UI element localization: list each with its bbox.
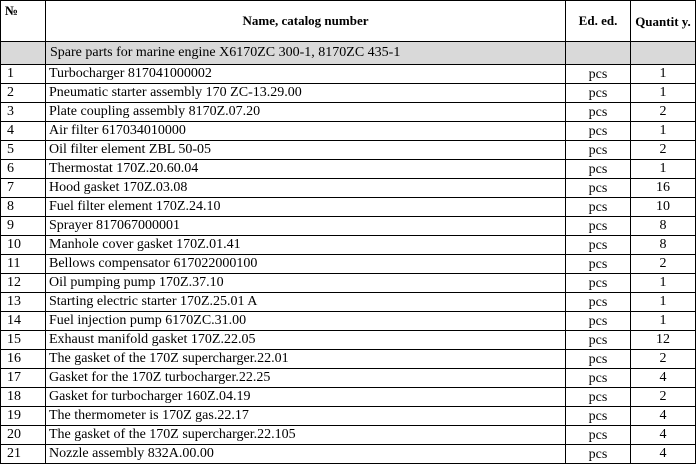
part-name: Oil pumping pump 170Z.37.10 bbox=[46, 274, 566, 293]
quantity: 4 bbox=[631, 445, 696, 464]
section-title: Spare parts for marine engine X6170ZC 300-1, 8170ZC 435-1 bbox=[46, 42, 566, 65]
row-number: 2 bbox=[1, 84, 46, 103]
part-name: Thermostat 170Z.20.60.04 bbox=[46, 160, 566, 179]
part-name: Sprayer 817067000001 bbox=[46, 217, 566, 236]
unit: pcs bbox=[566, 350, 631, 369]
part-name: The gasket of the 170Z supercharger.22.01 bbox=[46, 350, 566, 369]
part-name: Exhaust manifold gasket 170Z.22.05 bbox=[46, 331, 566, 350]
part-name: Starting electric starter 170Z.25.01 A bbox=[46, 293, 566, 312]
row-number: 7 bbox=[1, 179, 46, 198]
row-number: 17 bbox=[1, 369, 46, 388]
unit: pcs bbox=[566, 217, 631, 236]
quantity: 1 bbox=[631, 122, 696, 141]
table-row bbox=[1, 160, 696, 179]
part-name: Manhole cover gasket 170Z.01.41 bbox=[46, 236, 566, 255]
section-number-cell bbox=[1, 42, 46, 65]
table-row bbox=[1, 84, 696, 103]
row-number: 5 bbox=[1, 141, 46, 160]
quantity: 10 bbox=[631, 198, 696, 217]
quantity: 1 bbox=[631, 293, 696, 312]
table-row bbox=[1, 331, 696, 350]
row-number: 9 bbox=[1, 217, 46, 236]
unit: pcs bbox=[566, 274, 631, 293]
table-row bbox=[1, 141, 696, 160]
quantity: 16 bbox=[631, 179, 696, 198]
unit: pcs bbox=[566, 426, 631, 445]
quantity: 8 bbox=[631, 217, 696, 236]
part-name: Turbocharger 817041000002 bbox=[46, 65, 566, 84]
quantity: 1 bbox=[631, 274, 696, 293]
row-number: 18 bbox=[1, 388, 46, 407]
part-name: Oil filter element ZBL 50-05 bbox=[46, 141, 566, 160]
table-row bbox=[1, 445, 696, 464]
unit: pcs bbox=[566, 160, 631, 179]
part-name: Fuel filter element 170Z.24.10 bbox=[46, 198, 566, 217]
row-number: 15 bbox=[1, 331, 46, 350]
row-number: 21 bbox=[1, 445, 46, 464]
quantity: 2 bbox=[631, 255, 696, 274]
part-name: Hood gasket 170Z.03.08 bbox=[46, 179, 566, 198]
quantity: 1 bbox=[631, 160, 696, 179]
table-row bbox=[1, 426, 696, 445]
quantity: 8 bbox=[631, 236, 696, 255]
unit: pcs bbox=[566, 255, 631, 274]
row-number: 10 bbox=[1, 236, 46, 255]
table-row bbox=[1, 103, 696, 122]
part-name: Nozzle assembly 832A.00.00 bbox=[46, 445, 566, 464]
quantity: 1 bbox=[631, 65, 696, 84]
row-number: 1 bbox=[1, 65, 46, 84]
unit: pcs bbox=[566, 103, 631, 122]
unit: pcs bbox=[566, 388, 631, 407]
row-number: 8 bbox=[1, 198, 46, 217]
part-name: Plate coupling assembly 8170Z.07.20 bbox=[46, 103, 566, 122]
section-qty-cell bbox=[631, 42, 696, 65]
section-row bbox=[1, 42, 696, 65]
header-name: Name, catalog number bbox=[46, 1, 566, 42]
part-name: Air filter 617034010000 bbox=[46, 122, 566, 141]
unit: pcs bbox=[566, 312, 631, 331]
part-name: Gasket for turbocharger 160Z.04.19 bbox=[46, 388, 566, 407]
unit: pcs bbox=[566, 369, 631, 388]
row-number: 3 bbox=[1, 103, 46, 122]
header-quantity: Quantit y. bbox=[631, 1, 696, 42]
row-number: 12 bbox=[1, 274, 46, 293]
table-row bbox=[1, 312, 696, 331]
part-name: The thermometer is 170Z gas.22.17 bbox=[46, 407, 566, 426]
row-number: 14 bbox=[1, 312, 46, 331]
unit: pcs bbox=[566, 179, 631, 198]
table-row bbox=[1, 179, 696, 198]
table-row bbox=[1, 369, 696, 388]
header-unit: Ed. ed. bbox=[566, 1, 631, 42]
table-row bbox=[1, 388, 696, 407]
table-row bbox=[1, 350, 696, 369]
table-row bbox=[1, 198, 696, 217]
table-row bbox=[1, 274, 696, 293]
quantity: 4 bbox=[631, 407, 696, 426]
quantity: 2 bbox=[631, 141, 696, 160]
quantity: 2 bbox=[631, 388, 696, 407]
table-row bbox=[1, 255, 696, 274]
part-name: Bellows compensator 617022000100 bbox=[46, 255, 566, 274]
part-name: Gasket for the 170Z turbocharger.22.25 bbox=[46, 369, 566, 388]
table-header-row bbox=[1, 1, 696, 42]
section-unit-cell bbox=[566, 42, 631, 65]
row-number: 13 bbox=[1, 293, 46, 312]
quantity: 4 bbox=[631, 426, 696, 445]
table-row bbox=[1, 217, 696, 236]
unit: pcs bbox=[566, 198, 631, 217]
quantity: 1 bbox=[631, 312, 696, 331]
table-row bbox=[1, 122, 696, 141]
unit: pcs bbox=[566, 84, 631, 103]
quantity: 2 bbox=[631, 103, 696, 122]
unit: pcs bbox=[566, 407, 631, 426]
unit: pcs bbox=[566, 122, 631, 141]
table-row bbox=[1, 65, 696, 84]
table-row bbox=[1, 236, 696, 255]
row-number: 19 bbox=[1, 407, 46, 426]
quantity: 12 bbox=[631, 331, 696, 350]
row-number: 20 bbox=[1, 426, 46, 445]
table-row bbox=[1, 407, 696, 426]
unit: pcs bbox=[566, 141, 631, 160]
quantity: 1 bbox=[631, 84, 696, 103]
row-number: 11 bbox=[1, 255, 46, 274]
unit: pcs bbox=[566, 293, 631, 312]
part-name: Pneumatic starter assembly 170 ZC-13.29.00 bbox=[46, 84, 566, 103]
unit: pcs bbox=[566, 445, 631, 464]
table-row bbox=[1, 293, 696, 312]
unit: pcs bbox=[566, 236, 631, 255]
quantity: 2 bbox=[631, 350, 696, 369]
row-number: 16 bbox=[1, 350, 46, 369]
part-name: The gasket of the 170Z supercharger.22.105 bbox=[46, 426, 566, 445]
row-number: 4 bbox=[1, 122, 46, 141]
header-number: № bbox=[1, 1, 46, 42]
quantity: 4 bbox=[631, 369, 696, 388]
row-number: 6 bbox=[1, 160, 46, 179]
unit: pcs bbox=[566, 65, 631, 84]
unit: pcs bbox=[566, 331, 631, 350]
part-name: Fuel injection pump 6170ZC.31.00 bbox=[46, 312, 566, 331]
